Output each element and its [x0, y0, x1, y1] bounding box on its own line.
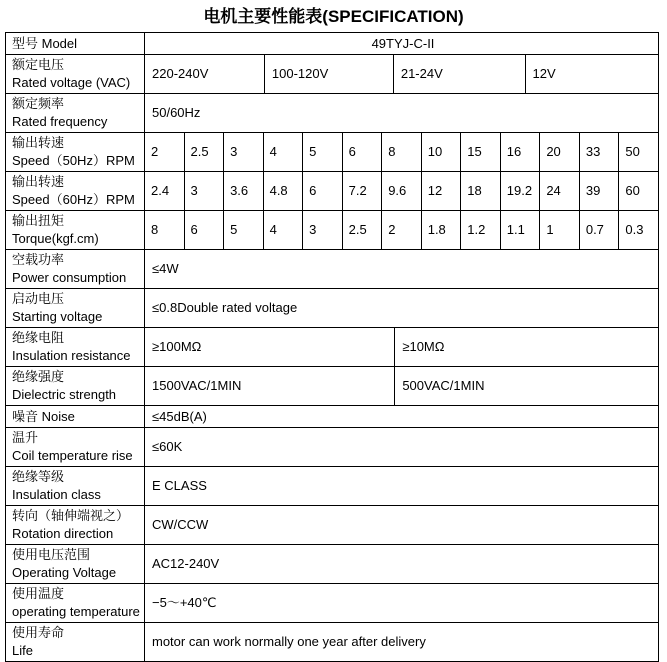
label-insulation-resistance-en: Insulation resistance	[12, 348, 131, 363]
value-power-consumption: ≤4W	[152, 261, 179, 276]
value-speed-50hz: 2	[145, 133, 185, 171]
value-speed-60hz: 18	[461, 172, 501, 210]
label-rated-frequency	[6, 94, 145, 132]
row-rated-frequency	[6, 94, 658, 133]
label-speed-60hz-en: Speed（60Hz）RPM	[12, 192, 135, 207]
label-speed-60hz-zh: 输出转速	[12, 174, 65, 189]
label-power-consumption-zh: 空载功率	[12, 252, 65, 267]
row-life	[6, 623, 658, 661]
row-insulation-class	[6, 467, 658, 506]
label-noise-text: 噪音 Noise	[12, 408, 75, 424]
value-coil-temperature-rise: ≤60K	[152, 439, 183, 454]
value-speed-50hz: 33	[580, 133, 620, 171]
value-starting-voltage: ≤0.8Double rated voltage	[152, 300, 298, 315]
value-rated-voltage: 220-240V	[145, 55, 265, 93]
value-life: motor can work normally one year after delivery	[152, 634, 426, 649]
value-speed-60hz: 4.8	[264, 172, 304, 210]
label-rated-voltage-en: Rated voltage (VAC)	[12, 75, 131, 90]
label-starting-voltage-zh: 启动电压	[12, 291, 65, 306]
label-speed-50hz	[6, 133, 145, 171]
value-speed-50hz: 4	[264, 133, 304, 171]
label-dielectric-strength	[6, 367, 145, 405]
value-rated-voltage: 21-24V	[394, 55, 526, 93]
label-operating-temperature-zh: 使用温度	[12, 586, 65, 601]
label-insulation-resistance-zh: 绝缘电阻	[12, 330, 65, 345]
label-coil-temperature-rise-en: Coil temperature rise	[12, 448, 133, 463]
value-noise: ≤45dB(A)	[152, 408, 207, 424]
label-coil-temperature-rise	[6, 428, 145, 466]
row-operating-voltage	[6, 545, 658, 584]
label-speed-50hz-zh: 输出转速	[12, 135, 65, 150]
row-operating-temperature	[6, 584, 658, 623]
row-rotation-direction	[6, 506, 658, 545]
row-rated-voltage	[6, 55, 658, 94]
value-torque: 1.8	[422, 211, 462, 249]
row-model	[6, 33, 658, 55]
value-rated-voltage: 100-120V	[265, 55, 394, 93]
value-insulation-class: E CLASS	[152, 478, 207, 493]
label-operating-temperature-en: operating temperature	[12, 604, 140, 619]
page-title: 电机主要性能表(SPECIFICATION)	[203, 7, 464, 26]
label-torque-zh: 输出扭矩	[12, 213, 65, 228]
value-speed-50hz: 5	[303, 133, 343, 171]
value-speed-50hz: 3	[224, 133, 264, 171]
label-rotation-direction-en: Rotation direction	[12, 526, 114, 541]
spec-table	[5, 32, 659, 662]
label-starting-voltage	[6, 289, 145, 327]
value-rated-frequency: 50/60Hz	[152, 105, 201, 120]
label-rotation-direction-zh: 转向（轴伸端视之）	[12, 508, 130, 523]
value-speed-60hz: 3.6	[224, 172, 264, 210]
label-operating-temperature	[6, 584, 145, 622]
label-rotation-direction	[6, 506, 145, 544]
value-speed-60hz: 12	[422, 172, 462, 210]
label-dielectric-strength-en: Dielectric strength	[12, 387, 117, 402]
label-noise	[6, 406, 145, 427]
value-speed-60hz: 39	[580, 172, 620, 210]
value-speed-60hz: 9.6	[382, 172, 422, 210]
value-torque: 1.2	[461, 211, 501, 249]
label-rated-frequency-en: Rated frequency	[12, 114, 108, 129]
value-torque: 4	[264, 211, 304, 249]
label-model-text: 型号 Model	[12, 35, 78, 51]
label-speed-50hz-en: Speed（50Hz）RPM	[12, 153, 135, 168]
value-model: 49TYJ-C-II	[371, 35, 435, 51]
label-rated-voltage-zh: 额定电压	[12, 57, 65, 72]
value-torque: 6	[185, 211, 225, 249]
label-torque	[6, 211, 145, 249]
label-dielectric-strength-zh: 绝缘强度	[12, 369, 65, 384]
label-insulation-class	[6, 467, 145, 505]
value-speed-50hz: 6	[343, 133, 383, 171]
value-torque: 0.3	[625, 222, 644, 237]
label-speed-60hz	[6, 172, 145, 210]
value-dielectric-strength: 500VAC/1MIN	[402, 378, 485, 393]
value-torque: 3	[303, 211, 343, 249]
row-power-consumption	[6, 250, 658, 289]
value-insulation-resistance: ≥10MΩ	[402, 339, 445, 354]
value-operating-voltage: AC12-240V	[152, 556, 220, 571]
label-insulation-resistance	[6, 328, 145, 366]
label-insulation-class-zh: 绝缘等级	[12, 469, 65, 484]
value-speed-60hz: 7.2	[343, 172, 383, 210]
value-torque: 0.7	[580, 211, 620, 249]
row-torque	[6, 211, 658, 250]
value-torque: 2	[382, 211, 422, 249]
row-speed-50hz	[6, 133, 658, 172]
value-torque: 1.1	[501, 211, 541, 249]
label-operating-voltage-en: Operating Voltage	[12, 565, 117, 580]
value-speed-50hz: 8	[382, 133, 422, 171]
row-coil-temperature-rise	[6, 428, 658, 467]
row-insulation-resistance	[6, 328, 658, 367]
value-speed-50hz: 10	[422, 133, 462, 171]
label-insulation-class-en: Insulation class	[12, 487, 101, 502]
label-model	[6, 33, 145, 54]
value-speed-60hz: 6	[303, 172, 343, 210]
label-rated-voltage	[6, 55, 145, 93]
value-speed-60hz: 19.2	[501, 172, 541, 210]
label-torque-en: Torque(kgf.cm)	[12, 231, 99, 246]
value-rated-voltage: 12V	[532, 66, 556, 81]
label-power-consumption	[6, 250, 145, 288]
value-torque: 8	[145, 211, 185, 249]
label-power-consumption-en: Power consumption	[12, 270, 127, 285]
label-rated-frequency-zh: 额定频率	[12, 96, 65, 111]
value-torque: 1	[540, 211, 580, 249]
label-starting-voltage-en: Starting voltage	[12, 309, 103, 324]
value-speed-60hz: 2.4	[145, 172, 185, 210]
value-torque: 2.5	[343, 211, 383, 249]
label-coil-temperature-rise-zh: 温升	[12, 430, 39, 445]
value-speed-60hz: 24	[540, 172, 580, 210]
row-dielectric-strength	[6, 367, 658, 406]
row-starting-voltage	[6, 289, 658, 328]
row-speed-60hz	[6, 172, 658, 211]
label-life-zh: 使用寿命	[12, 625, 65, 640]
value-torque: 5	[224, 211, 264, 249]
value-speed-50hz: 16	[501, 133, 541, 171]
value-insulation-resistance: ≥100MΩ	[145, 328, 395, 366]
value-speed-50hz: 50	[625, 144, 640, 159]
value-rotation-direction: CW/CCW	[152, 517, 209, 532]
value-speed-60hz: 60	[625, 183, 640, 198]
value-operating-temperature: −5～+40℃	[152, 595, 217, 610]
value-speed-50hz: 2.5	[185, 133, 225, 171]
value-speed-50hz: 20	[540, 133, 580, 171]
label-operating-voltage-zh: 使用电压范围	[12, 547, 91, 562]
label-life	[6, 623, 145, 661]
label-operating-voltage	[6, 545, 145, 583]
label-life-en: Life	[12, 643, 33, 658]
row-noise	[6, 406, 658, 428]
value-speed-50hz: 15	[461, 133, 501, 171]
value-dielectric-strength: 1500VAC/1MIN	[145, 367, 395, 405]
value-speed-60hz: 3	[185, 172, 225, 210]
